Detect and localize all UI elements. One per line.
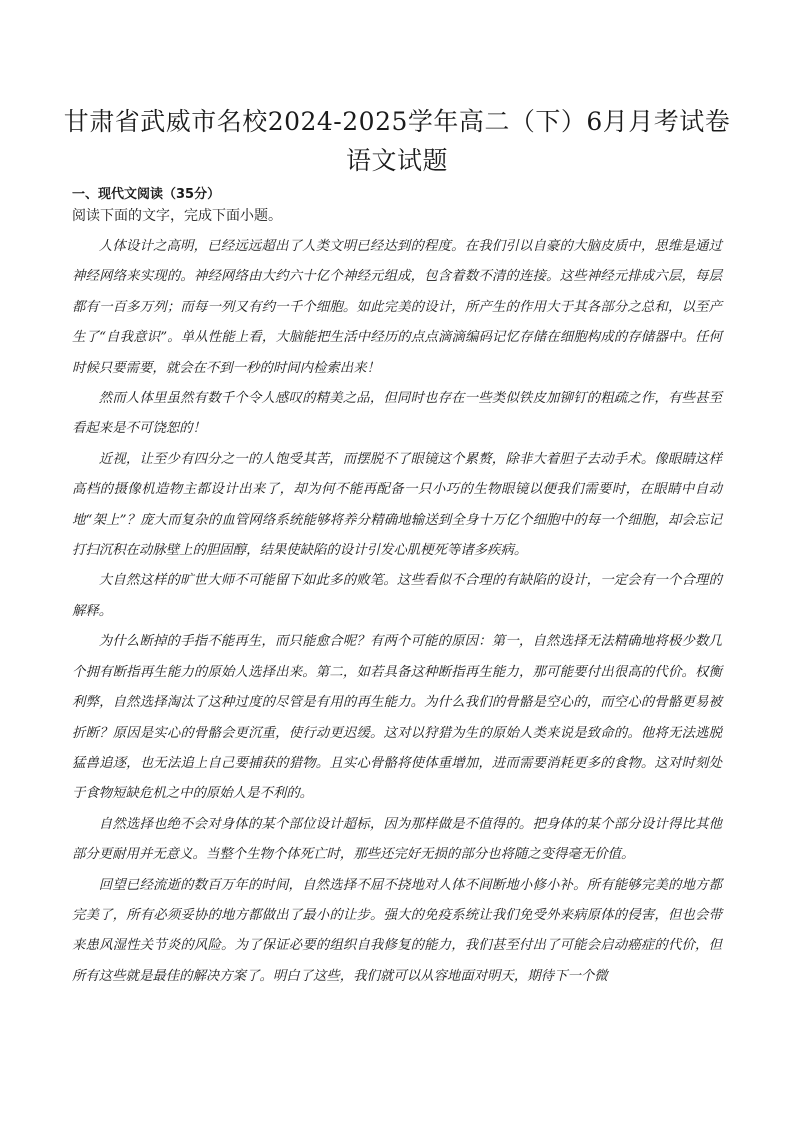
paragraph: 人体设计之高明，已经远远超出了人类文明已经达到的程度。在我们引以自豪的大脑皮质中，思维是通过神经网络来实现的。神经网络由大约六十亿个神经元组成，包含着数不清的连接。这些神经元排成六层，每层都有一百多万列；而每一列又有约一千个细胞。如此完美的设计，所产生的作用大于其各部分之总和，以至产生了“自我意识”。单从性能上看，大脑能把生活中经历的点点滴滴编码记忆存储在细胞构成的存储器中。任何时候只要需要，就会在不到一秒的时间内检索出来！ <box>72 239 722 376</box>
paragraph: 为什么断掉的手指不能再生，而只能愈合呢？有两个可能的原因：第一，自然选择无法精确地将极少数几个拥有断指再生能力的原始人选择出来。第二，如若具备这种断指再生能力，那可能要付出很高的代价。权衡利弊，自然选择淘汰了这种过度的尽管是有用的再生能力。为什么我们的骨骼是空心的，而空心的骨骼更易被折断？原因是实心的骨骼会更沉重，使行动更迟缓。这对以狩猎为生的原始人类来说是致命的。他将无法逃脱猛兽追逐，也无法追上自己要捕获的猎物。且实心骨骼将使体重增加，进而需要消耗更多的食物。这对时刻处于食物短缺危机之中的原始人是不利的。 <box>72 634 722 802</box>
paragraph: 自然选择也绝不会对身体的某个部位设计超标，因为那样做是不值得的。把身体的某个部分设计得比其他部分更耐用并无意义。当整个生物个体死亡时，那些还完好无损的部分也将随之变得毫无价值。 <box>72 816 722 863</box>
paragraph: 然而人体里虽然有数千个令人感叹的精美之品，但同时也存在一些类似铁皮加铆钉的粗疏之作，有些甚至看起来是不可饶恕的！ <box>72 391 722 437</box>
exam-title: 甘肃省武威市名校2024-2025学年高二（下）6月月考试卷 <box>63 107 731 136</box>
reading-instruction: 阅读下面的文字，完成下面小题。 <box>72 208 282 224</box>
paragraph: 近视，让至少有四分之一的人饱受其苦，而摆脱不了眼镜这个累赘，除非大着胆子去动手术。像眼睛这样高档的摄像机造物主都设计出来了，却为何不能再配备一只小巧的生物眼镜以便我们需要时，在眼睛中自动地“架上”？庞大而复杂的血管网络系统能够将养分精确地输送到全身十万亿个细胞中的每一个细胞，却会忘记打扫沉积在动脉壁上的胆固醇，结果使缺陷的设计引发心肌梗死等诸多疾病。 <box>72 451 722 559</box>
exam-subtitle: 语文试题 <box>345 146 448 175</box>
article-body <box>72 232 722 992</box>
section-heading: 一、现代文阅读（35分） <box>72 187 221 202</box>
paragraph: 大自然这样的旷世大师不可能留下如此多的败笔。这些看似不合理的有缺陷的设计，一定会有一个合理的解释。 <box>72 573 722 619</box>
paragraph: 回望已经流逝的数百万年的时间，自然选择不屈不挠地对人体不间断地小修小补。所有能够完美的地方都完美了，所有必须妥协的地方都做出了最小的让步。强大的免疫系统让我们免受外来病原体的侵害，但也会带来患风湿性关节炎的风险。为了保证必要的组织自我修复的能力，我们甚至付出了可能会启动癌症的代价，但所有这些就是最佳的解决方案了。明白了这些，我们就可以从容地面对明天，期待下一个微 <box>72 877 722 984</box>
